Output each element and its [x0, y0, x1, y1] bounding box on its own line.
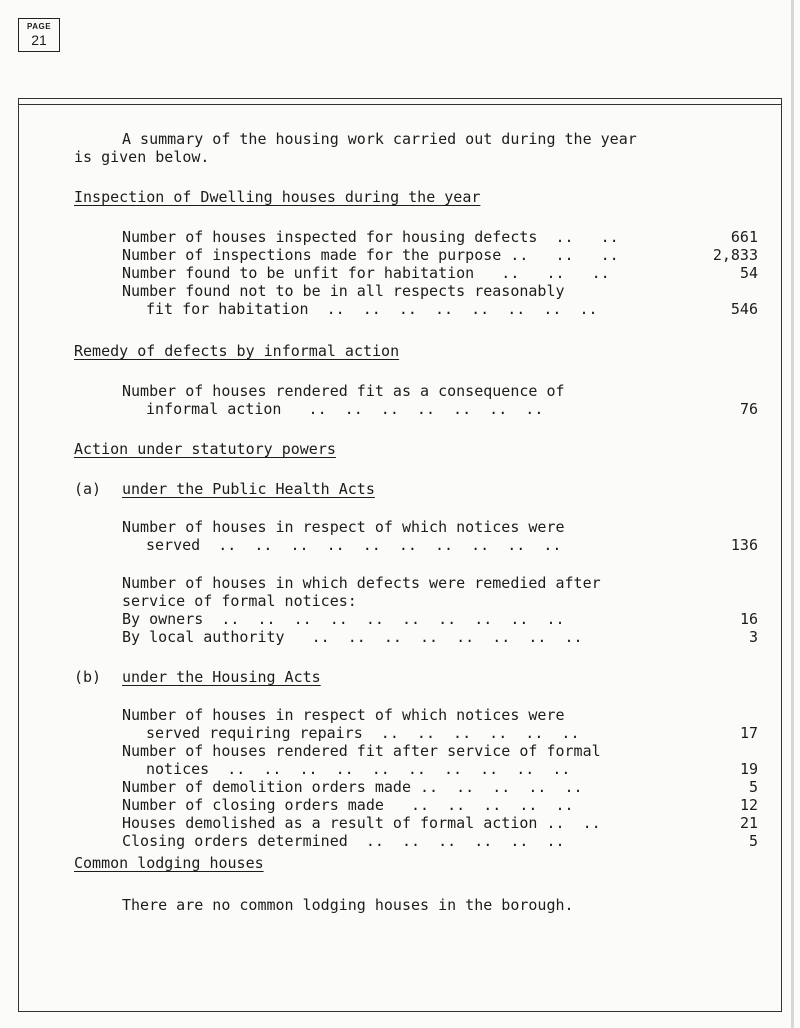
- inspection-row-label: Number found not to be in all respects reasonably: [122, 282, 565, 300]
- statutory-heading: Action under statutory powers: [74, 440, 336, 458]
- statutory-row-label: served requiring repairs .. .. .. .. .. ..: [146, 724, 580, 742]
- subsection-b-heading: under the Housing Acts: [122, 668, 321, 686]
- intro-line-2: is given below.: [74, 148, 210, 166]
- inspection-row-value: 2,833: [712, 246, 758, 264]
- page-edge-shadow: [791, 0, 794, 1028]
- subsection-b-marker: (b): [74, 668, 102, 686]
- statutory-row-value: 21: [739, 814, 758, 832]
- inspection-row-label: Number found to be unfit for habitation .. .. ..: [122, 264, 610, 282]
- lodging-text: There are no common lodging houses in the borough.: [122, 896, 574, 914]
- inspection-row-value: 546: [730, 300, 758, 318]
- inspection-row-value: 54: [739, 264, 758, 282]
- statutory-row-value: 12: [739, 796, 758, 814]
- statutory-row-value: 17: [739, 724, 758, 742]
- statutory-row-label: served .. .. .. .. .. .. .. .. .. ..: [146, 536, 562, 554]
- statutory-row-value: 5: [748, 778, 758, 796]
- remedy-row-label: Number of houses rendered fit as a consequence of: [122, 382, 565, 400]
- subsection-a-heading: under the Public Health Acts: [122, 480, 375, 498]
- statutory-row-label: Houses demolished as a result of formal action .. ..: [122, 814, 601, 832]
- inspection-row-label: Number of houses inspected for housing defects .. ..: [122, 228, 619, 246]
- statutory-row-value: 5: [748, 832, 758, 850]
- page-number: 21: [31, 32, 47, 48]
- remedy-heading: Remedy of defects by informal action: [74, 342, 400, 360]
- frame-double-rule: [18, 104, 782, 105]
- intro-line-1: A summary of the housing work carried out during the year: [122, 130, 637, 148]
- remedy-row-value: 76: [739, 400, 758, 418]
- inspection-heading: Inspection of Dwelling houses during the year: [74, 188, 481, 206]
- statutory-row-label: Number of houses in respect of which notices were: [122, 706, 565, 724]
- statutory-row-label: Number of demolition orders made .. .. .. .. ..: [122, 778, 583, 796]
- page-number-box: [18, 18, 60, 52]
- statutory-row-label: Number of houses rendered fit after service of formal: [122, 742, 601, 760]
- page-label: PAGE: [26, 22, 52, 31]
- statutory-row-label: Number of houses in respect of which notices were: [122, 518, 565, 536]
- statutory-row-label: Closing orders determined .. .. .. .. .. ..: [122, 832, 565, 850]
- statutory-row-value: 136: [730, 536, 758, 554]
- statutory-row-label: By owners .. .. .. .. .. .. .. .. .. ..: [122, 610, 565, 628]
- subsection-a-marker: (a): [74, 480, 102, 498]
- statutory-row-label: Number of closing orders made .. .. .. .. ..: [122, 796, 574, 814]
- statutory-row-value: 16: [739, 610, 758, 628]
- statutory-row-label: Number of houses in which defects were remedied after: [122, 574, 601, 592]
- statutory-row-label: service of formal notices:: [122, 592, 357, 610]
- statutory-row-label: By local authority .. .. .. .. .. .. .. ..: [122, 628, 583, 646]
- inspection-row-value: 661: [730, 228, 758, 246]
- statutory-row-label: notices .. .. .. .. .. .. .. .. .. ..: [146, 760, 571, 778]
- inspection-row-label: Number of inspections made for the purpose .. .. ..: [122, 246, 619, 264]
- lodging-heading: Common lodging houses: [74, 854, 264, 872]
- statutory-row-value: 19: [739, 760, 758, 778]
- statutory-row-value: 3: [748, 628, 758, 646]
- inspection-row-label: fit for habitation .. .. .. .. .. .. .. ..: [146, 300, 598, 318]
- remedy-row-label: informal action .. .. .. .. .. .. ..: [146, 400, 544, 418]
